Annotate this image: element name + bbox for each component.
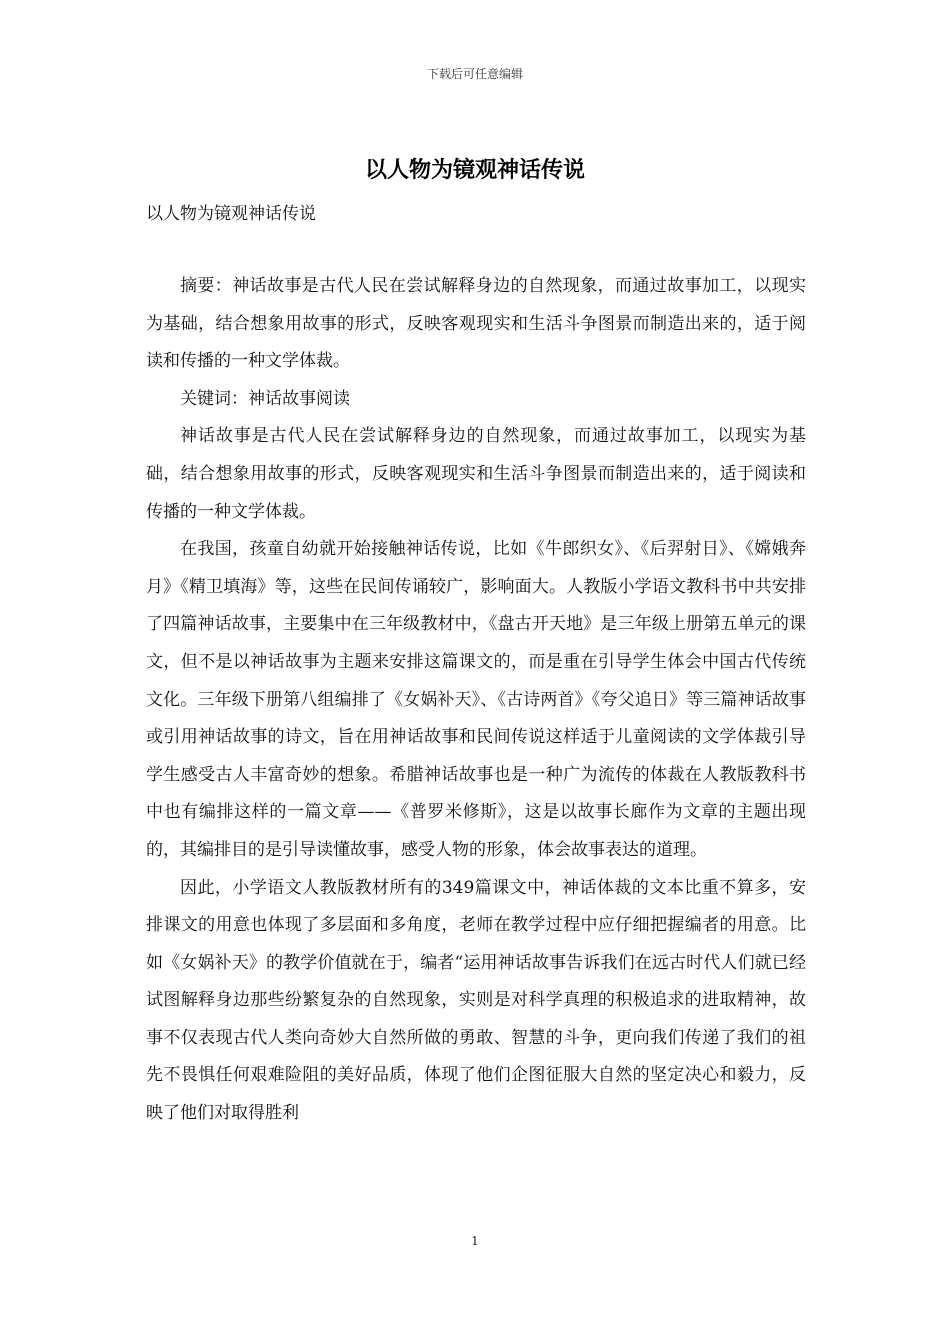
page-number: 1 [471,1234,479,1248]
document-title: 以人物为镜观神话传说 [364,157,585,183]
document-body [146,268,806,1133]
body-paragraph: 因此，小学语文人教版教材所有的349篇课文中，神话体裁的文本比重不算多，安排课文的用意也体现了多层面和多角度，老师在教学过程中应仔细把握编者的用意。比如《女娲补天》的教学价值就在于，编者“运用神话故事告诉我们在远古时代人们就已经试图解释身边那些纷繁复杂的自然现象，实则是对科学真理的积极追求的进取精神，故事不仅表现古代人类向奇妙大自然所做的勇敢、智慧的斗争，更向我们传递了我们的祖先不畏惧任何艰难险阻的美好品质，体现了他们企图征服大自然的坚定决心和毅力，反映了他们对取得胜利 [146,877,806,1124]
abstract-paragraph: 摘要：神话故事是古代人民在尝试解释身边的自然现象，而通过故事加工，以现实为基础，结合想象用故事的形式，反映客观现实和生活斗争图景而制造出来的，适于阅读和传播的一种文学体裁。 [146,276,806,372]
keywords-paragraph: 关键词：神话故事阅读 [180,388,350,409]
document-subtitle: 以人物为镜观神话传说 [146,204,316,224]
page-header-note: 下载后可任意编辑 [426,67,523,81]
body-paragraph: 在我国，孩童自幼就开始接触神话传说，比如《牛郎织女》、《后羿射日》、《嫦娥奔月》《精卫填海》等，这些在民间传诵较广，影响面大。人教版小学语文教科书中共安排了四篇神话故事，主要集中在三年级教材中，《盘古开天地》是三年级上册第五单元的课文，但不是以神话故事为主题来安排这篇课文的，而是重在引导学生体会中国古代传统文化。三年级下册第八组编排了《女娲补天》、《古诗两首》《夸父追日》等三篇神话故事或引用神话故事的诗文，旨在用神话故事和民间传说这样适于儿童阅读的文学体裁引导学生感受古人丰富奇妙的想象。希腊神话故事也是一种广为流传的体裁在人教版教科书中也有编排这样的一篇文章——《普罗米修斯》，这是以故事长廊作为文章的主题出现的，其编排目的是引导读懂故事，感受人物的形象，体会故事表达的道理。 [146,539,806,860]
body-paragraph: 神话故事是古代人民在尝试解释身边的自然现象，而通过故事加工，以现实为基础，结合想象用故事的形式，反映客观现实和生活斗争图景而制造出来的，适于阅读和传播的一种文学体裁。 [146,426,806,522]
